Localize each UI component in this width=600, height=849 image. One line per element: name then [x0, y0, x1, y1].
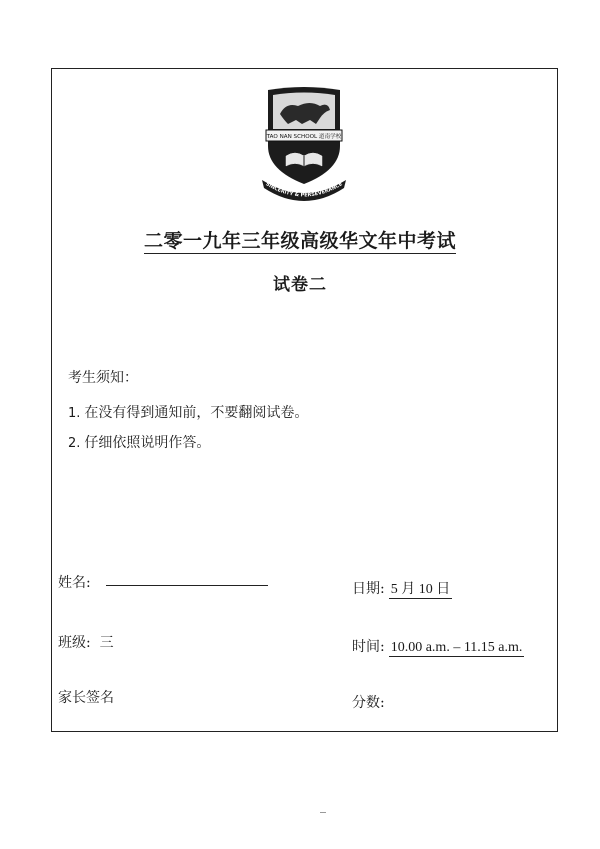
page-footer-mark	[320, 812, 326, 813]
name-label: 姓名:	[58, 575, 91, 591]
name-blank-line	[106, 585, 268, 586]
score-label: 分数:	[352, 695, 385, 711]
time-field: 时间: 10.00 a.m. – 11.15 a.m.	[352, 639, 523, 655]
date-field: 日期: 5 月 10 日	[352, 581, 451, 597]
instruction-item: 1. 在没有得到通知前，不要翻阅试卷。	[68, 405, 309, 421]
crest-motto: SINCERITY & PERSEVERANCE	[264, 181, 344, 199]
instructions-heading: 考生须知：	[68, 370, 138, 386]
instruction-item: 2. 仔细依照说明作答。	[68, 435, 211, 451]
date-value: 5 月 10 日	[390, 582, 451, 597]
school-crest-logo	[258, 84, 350, 202]
exam-title: 二零一九年三年级高级华文年中考试	[143, 230, 456, 252]
class-value: 三	[99, 635, 114, 651]
crest-banner-text: TAO NAN SCHOOL 道南学校	[266, 134, 342, 140]
time-value: 10.00 a.m. – 11.15 a.m.	[390, 640, 523, 655]
paper-number: 试卷二	[273, 275, 327, 295]
class-field: 班级: 三	[58, 635, 114, 651]
parent-signature-label: 家长签名	[58, 690, 114, 706]
